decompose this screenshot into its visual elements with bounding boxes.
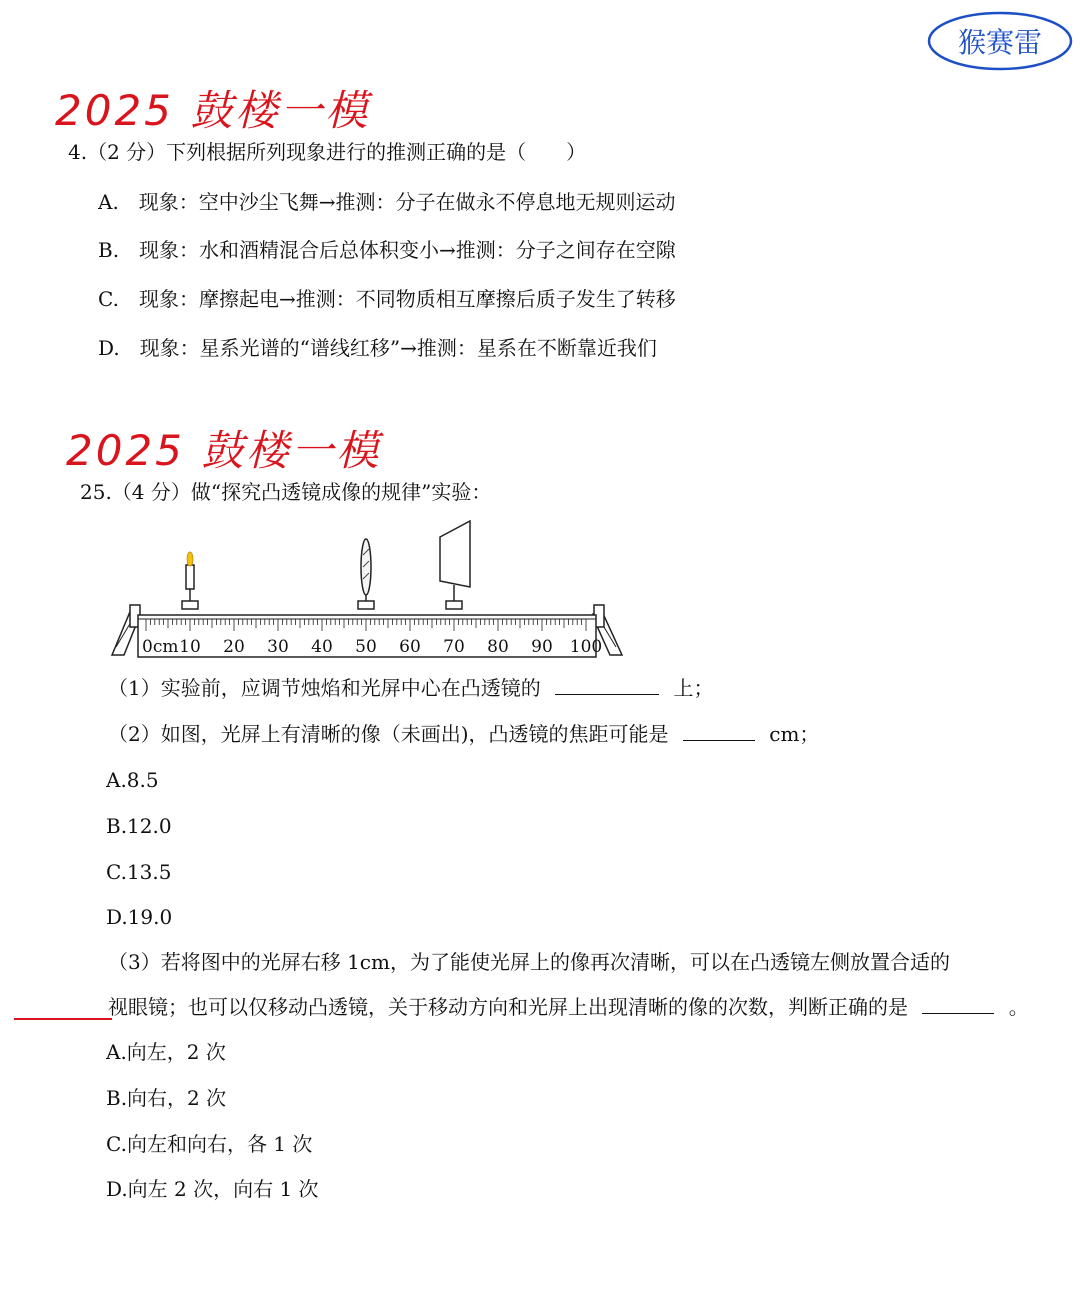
ruler-label: 40 xyxy=(311,637,333,657)
ruler-label: 70 xyxy=(443,637,465,657)
ruler-label: 30 xyxy=(267,637,289,657)
candle xyxy=(182,552,198,609)
q25-part2-text: （2）如图，光屏上有清晰的像（未画出)，凸透镜的焦距可能是 xyxy=(108,722,669,746)
q25-part3-option-c: C.向左和向右，各 1 次 xyxy=(106,1132,313,1156)
q25-part2-blank xyxy=(683,722,755,741)
q25-part2-end: cm； xyxy=(769,722,820,746)
watermark-logo xyxy=(926,10,1074,72)
q25-part1-text: （1）实验前，应调节烛焰和光屏中心在凸透镜的 xyxy=(108,676,541,700)
q25-part3-blank xyxy=(922,995,994,1014)
handwritten-tag-mid: 2025 鼓楼一模 xyxy=(66,426,382,475)
q25-part3-text: 视眼镜；也可以仅移动凸透镜，关于移动方向和光屏上出现清晰的像的次数，判断正确的是 xyxy=(108,995,908,1019)
ruler-label: 50 xyxy=(355,637,377,657)
q25-part1-end: 上； xyxy=(673,676,714,700)
q4-option-d: D. 现象：星系光谱的“谱线红移”→推测：星系在不断靠近我们 xyxy=(98,336,657,360)
q25-part3-option-a: A.向左，2 次 xyxy=(106,1040,226,1064)
candle-flame xyxy=(187,552,193,566)
ruler-label: 100 xyxy=(569,637,603,657)
q25-part1 xyxy=(108,676,713,700)
handwritten-tag-top: 2025 鼓楼一模 xyxy=(55,86,371,135)
ruler-label: 90 xyxy=(531,637,553,657)
ruler-label: 0cm xyxy=(142,637,179,657)
ruler-label: 20 xyxy=(223,637,245,657)
q25-part1-blank xyxy=(555,676,659,695)
q25-part2-option-a: A.8.5 xyxy=(106,768,159,792)
q4-stem: 4.（2 分）下列根据所列现象进行的推测正确的是（ ） xyxy=(68,140,587,164)
q25-part2-option-b: B.12.0 xyxy=(106,814,172,838)
ruler-label: 80 xyxy=(487,637,509,657)
ruler-label: 10 xyxy=(179,637,201,657)
q25-part3-end: 。 xyxy=(1008,995,1029,1019)
ruler-label: 60 xyxy=(399,637,421,657)
q25-stem: 25.（4 分）做“探究凸透镜成像的规律”实验： xyxy=(80,480,492,504)
q25-part3-option-b: B.向右，2 次 xyxy=(106,1086,227,1110)
q25-part2-option-d: D.19.0 xyxy=(106,905,173,929)
convex-lens xyxy=(358,539,374,609)
q25-part3-option-d: D.向左 2 次，向右 1 次 xyxy=(106,1177,319,1201)
q4-option-a: A. 现象：空中沙尘飞舞→推测：分子在做永不停息地无规则运动 xyxy=(98,190,676,214)
handwritten-red-underline xyxy=(14,1018,112,1020)
q25-part3-line1: （3）若将图中的光屏右移 1cm，为了能使光屏上的像再次清晰，可以在凸透镜左侧放置合适的 xyxy=(108,950,950,974)
optical-bench-svg xyxy=(110,515,630,663)
q25-part3-line2 xyxy=(108,995,1029,1019)
q4-option-c: C. 现象：摩擦起电→推测：不同物质相互摩擦后质子发生了转移 xyxy=(98,287,676,311)
q25-part2-option-c: C.13.5 xyxy=(106,860,172,884)
q25-part2 xyxy=(108,722,819,746)
q4-option-b: B. 现象：水和酒精混合后总体积变小→推测：分子之间存在空隙 xyxy=(98,238,676,262)
optical-bench-figure xyxy=(110,515,630,663)
light-screen xyxy=(440,521,470,609)
watermark-text: 猴赛雷 xyxy=(957,26,1042,59)
